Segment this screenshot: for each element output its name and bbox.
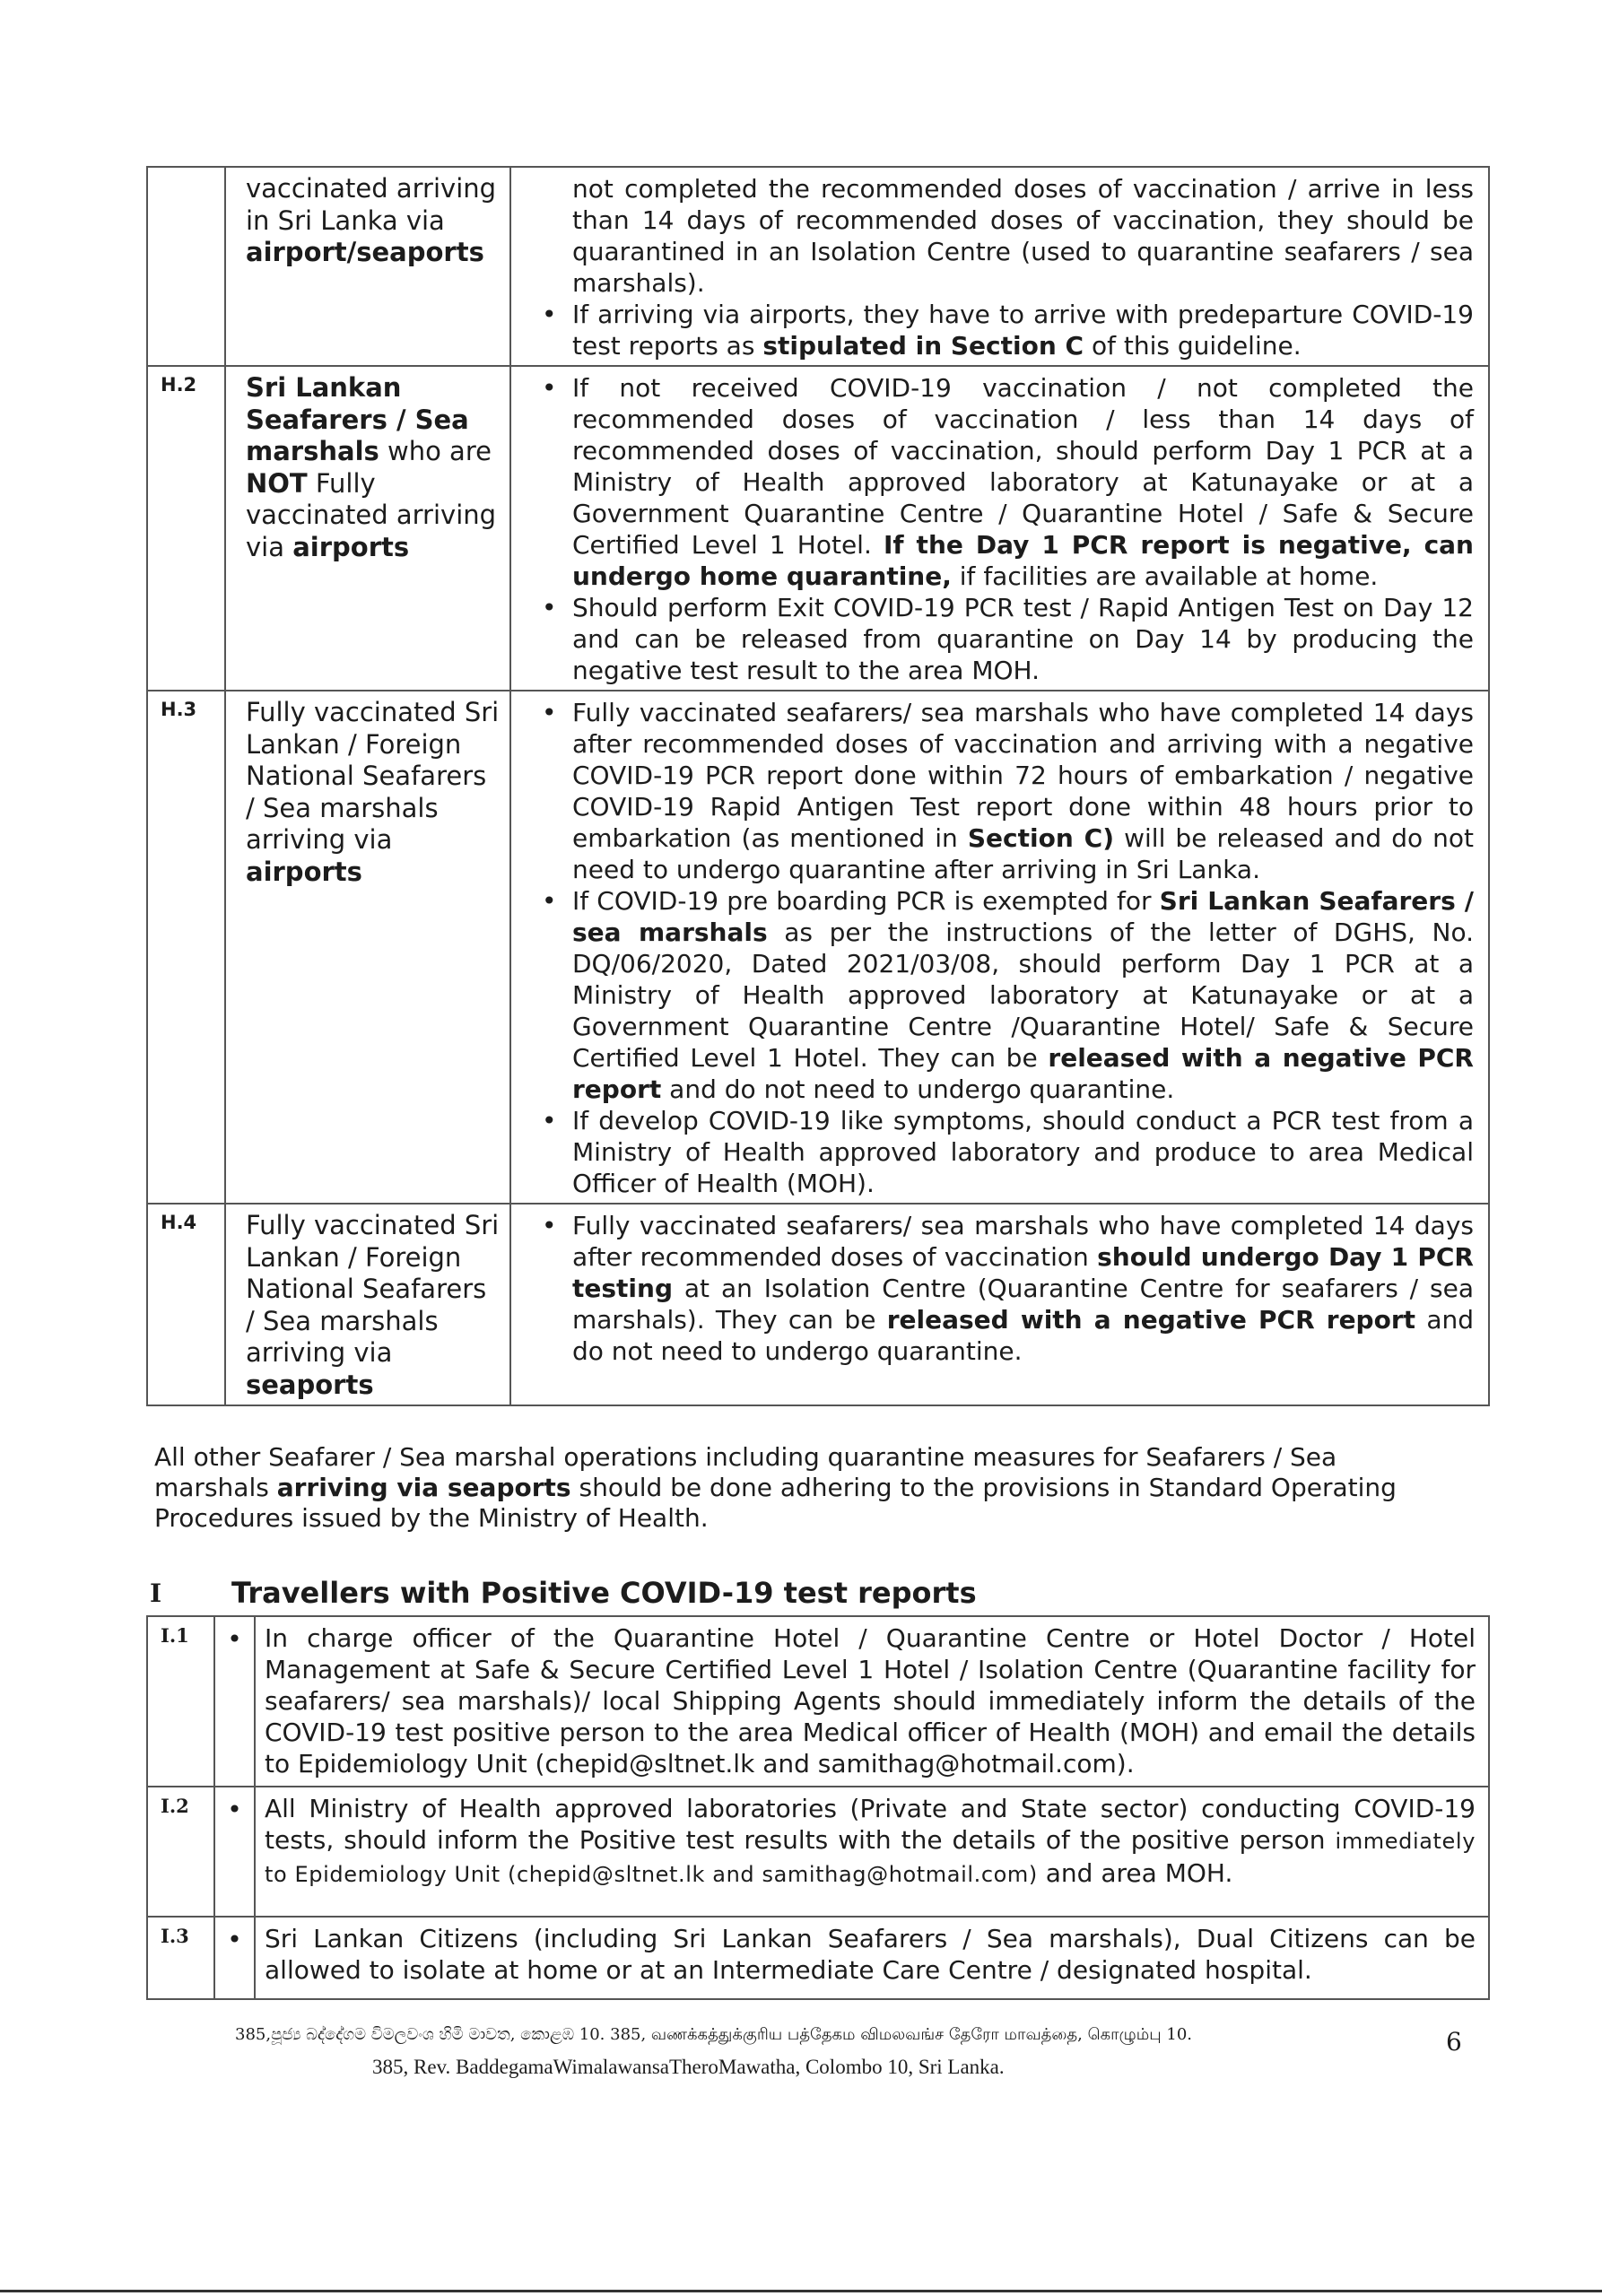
table-row bbox=[147, 167, 1489, 366]
section-h-table bbox=[146, 166, 1490, 1406]
seaport-operations-note bbox=[154, 1442, 1446, 1534]
category-text: airport/seaports bbox=[246, 237, 484, 267]
bullet-list bbox=[524, 372, 1474, 686]
category-text: who are bbox=[379, 436, 492, 466]
table-row bbox=[147, 691, 1489, 1204]
page-number: 6 bbox=[1446, 2027, 1462, 2057]
section-i-letter: I bbox=[150, 1578, 162, 1608]
category-text: seaports bbox=[246, 1369, 374, 1400]
description-text: All Ministry of Health approved laboratories (Private and State sector) conducting COVID-19 tests, should inform the Positive test results with the details of the positive person bbox=[265, 1794, 1476, 1855]
bullet-list bbox=[524, 1210, 1474, 1367]
bullet-item bbox=[524, 885, 1474, 1105]
section-i-title: Travellers with Positive COVID-19 test reports bbox=[231, 1576, 977, 1610]
bullet-list bbox=[524, 173, 1474, 361]
table-row bbox=[147, 1204, 1489, 1405]
category-text: airports bbox=[292, 531, 410, 562]
bullet-item bbox=[524, 697, 1474, 885]
page-bottom-edge bbox=[0, 2290, 1602, 2292]
bullet-text: as per the instructions of the letter of DGHS, No. DQ/06/2020, Dated 2021/03/08, should perform Day 1 PCR at a Ministry of Health approved laboratory at Katunayake or at a Government Quarantine Centre /Quarantine Hotel/ Safe & Secure Certified Level 1 Hotel. They can be bbox=[572, 918, 1475, 1073]
guideline-description bbox=[255, 1616, 1489, 1787]
row-code: H.3 bbox=[147, 691, 225, 1204]
bullet-text: If arriving via airports, they have to arrive with predeparture COVID-19 test reports as bbox=[572, 300, 1474, 361]
bullet-text: Fully vaccinated seafarers/ sea marshals who have completed 14 days after recommended doses of vaccination and arriving with a negative COVID-19 PCR report done within 72 hours of embarkation / negative COVID-19 Rapid Antigen Test report done within 48 hours prior to embarkation (as mentioned in bbox=[572, 698, 1474, 853]
category-text: Sri Lankan Seafarers / Sea marshals bbox=[246, 372, 469, 466]
row-code bbox=[147, 167, 225, 366]
footer-address-local: 385,පූජ්‍ය බද්දේගම විමලවංශ හිමි මාවත, කොළඹ 10. 385, வணக்கத்துக்குரிய பத்தேகம விமலவங்ச தேரோ மாவத்தை, கொழும்பு 10. bbox=[235, 2025, 1192, 2044]
row-code: I.2 bbox=[147, 1787, 214, 1917]
category-text: NOT bbox=[246, 467, 308, 499]
bullet-text: released with a negative PCR report bbox=[886, 1305, 1416, 1335]
category-text: vaccinated arriving in Sri Lanka via bbox=[246, 173, 497, 236]
table-row bbox=[147, 1917, 1489, 1999]
description-text: immediately to Epidemiology Unit (chepid@sltnet.lk and samithag@hotmail.com) bbox=[265, 1829, 1476, 1887]
bullet-text: should undergo Day 1 PCR testing bbox=[572, 1242, 1474, 1303]
bullet-text: Sri Lankan Seafarers / sea marshals bbox=[572, 886, 1474, 947]
guideline-description bbox=[510, 167, 1489, 366]
note-text: All other Seafarer / Sea marshal operations including quarantine measures for Seafarers / Sea marshals bbox=[154, 1442, 1337, 1502]
bullet-item bbox=[524, 1105, 1474, 1199]
description-text: Sri Lankan Citizens (including Sri Lankan Seafarers / Sea marshals), Dual Citizens can be allowed to isolate at home or at an Intermediate Care Centre / designated hospital. bbox=[265, 1924, 1476, 1985]
bullet-marker: • bbox=[214, 1616, 255, 1787]
bullet-text: Fully vaccinated seafarers/ sea marshals who have completed 14 days after recommended doses of vaccination bbox=[572, 1211, 1474, 1272]
bullet-text: if facilities are available at home. bbox=[951, 561, 1379, 591]
description-text: In charge officer of the Quarantine Hotel / Quarantine Centre or Hotel Doctor / Hotel Management at Safe & Secure Certified Level 1 Hotel / Isolation Centre (Quarantine facility for seafarers/ sea marshals)/ local Shipping Agents should immediately inform the details of the COVID-19 test positive person to the area Medical officer of Health (MOH) and email the details to Epidemiology Unit (chepid@sltnet.lk and samithag@hotmail.com). bbox=[265, 1623, 1476, 1779]
bullet-text: at an Isolation Centre (Quarantine Centre for seafarers / sea marshals). They can be bbox=[572, 1274, 1474, 1335]
row-code: H.4 bbox=[147, 1204, 225, 1405]
traveller-category bbox=[225, 1204, 510, 1405]
category-text: Fully vaccinated Sri Lankan / Foreign National Seafarers / Sea marshals arriving via bbox=[246, 697, 500, 855]
bullet-item bbox=[524, 1210, 1474, 1367]
bullet-text: released with a negative PCR report bbox=[572, 1043, 1474, 1104]
table-row bbox=[147, 1787, 1489, 1917]
bullet-marker: • bbox=[214, 1787, 255, 1917]
table-row bbox=[147, 366, 1489, 691]
bullet-text: Section C) bbox=[967, 823, 1115, 853]
bullet-item bbox=[524, 592, 1474, 686]
bullet-item bbox=[524, 299, 1474, 361]
traveller-category bbox=[225, 366, 510, 691]
guideline-description bbox=[510, 1204, 1489, 1405]
guideline-description bbox=[255, 1917, 1489, 1999]
section-i-table bbox=[146, 1615, 1490, 2000]
row-code: I.1 bbox=[147, 1616, 214, 1787]
table-row bbox=[147, 1616, 1489, 1787]
bullet-text: If COVID-19 pre boarding PCR is exempted for bbox=[572, 886, 1160, 916]
bullet-text: If the Day 1 PCR report is negative, can undergo home quarantine, bbox=[572, 530, 1474, 591]
traveller-category bbox=[225, 691, 510, 1204]
category-text: airports bbox=[246, 856, 362, 887]
bullet-text: not completed the recommended doses of vaccination / arrive in less than 14 days of recommended doses of vaccination, they should be quarantined in an Isolation Centre (used to quarantine seafarers / sea marshals). bbox=[572, 174, 1474, 298]
bullet-list bbox=[524, 697, 1474, 1199]
bullet-text: and do not need to undergo quarantine. bbox=[572, 1305, 1474, 1366]
footer-address-english: 385, Rev. BaddegamaWimalawansaTheroMawatha, Colombo 10, Sri Lanka. bbox=[372, 2056, 1005, 2078]
bullet-item bbox=[524, 372, 1474, 592]
bullet-text: stipulated in Section C bbox=[762, 331, 1084, 361]
row-code: I.3 bbox=[147, 1917, 214, 1999]
bullet-marker: • bbox=[214, 1917, 255, 1999]
bullet-text: will be released and do not need to undergo quarantine after arriving in Sri Lanka. bbox=[572, 823, 1475, 884]
category-text: Fully vaccinated arriving via bbox=[246, 467, 497, 562]
bullet-text: of this guideline. bbox=[1084, 331, 1302, 361]
guideline-description bbox=[510, 366, 1489, 691]
bullet-item bbox=[524, 173, 1474, 299]
bullet-text: and do not need to undergo quarantine. bbox=[661, 1074, 1175, 1104]
row-code: H.2 bbox=[147, 366, 225, 691]
guideline-description bbox=[510, 691, 1489, 1204]
bullet-text: Should perform Exit COVID-19 PCR test / Rapid Antigen Test on Day 12 and can be released from quarantine on Day 14 by producing the negative test result to the area MOH. bbox=[572, 593, 1474, 685]
note-text: should be done adhering to the provisions in Standard Operating Procedures issued by the Ministry of Health. bbox=[154, 1473, 1397, 1533]
category-text: Fully vaccinated Sri Lankan / Foreign National Seafarers / Sea marshals arriving via bbox=[246, 1210, 500, 1368]
note-text: arriving via seaports bbox=[276, 1473, 571, 1502]
bullet-text: If develop COVID-19 like symptoms, should conduct a PCR test from a Ministry of Health approved laboratory and produce to area Medical Officer of Health (MOH). bbox=[572, 1106, 1474, 1198]
traveller-category bbox=[225, 167, 510, 366]
description-text: and area MOH. bbox=[1037, 1858, 1233, 1888]
guideline-description bbox=[255, 1787, 1489, 1917]
bullet-text: If not received COVID-19 vaccination / not completed the recommended doses of vaccination / less than 14 days of recommended doses of vaccination, should perform Day 1 PCR at a Ministry of Health approved laboratory at Katunayake or at a Government Quarantine Centre / Quarantine Hotel / Safe & Secure Certified Level 1 Hotel. bbox=[572, 373, 1474, 560]
